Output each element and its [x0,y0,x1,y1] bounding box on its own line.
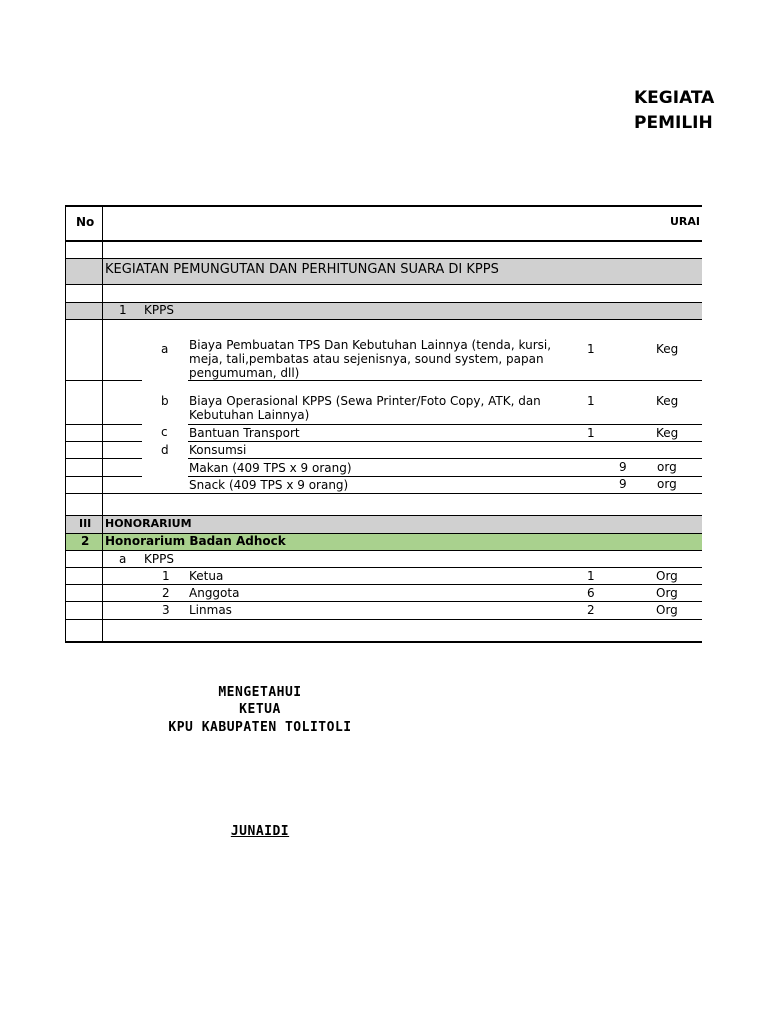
member-quantity: 6 [587,586,595,600]
member-unit: Org [656,586,678,600]
row-line [65,493,702,494]
kpps-number: 1 [119,303,127,317]
header-bottom-border [65,240,702,242]
consumption-description: Snack (409 TPS x 9 orang) [189,478,349,492]
table-top-border [65,205,702,207]
item-description: Biaya Operasional KPPS (Sewa Printer/Foto Copy, ATK, dan Kebutuhan Lainnya) [189,394,541,422]
consumption-unit: org [657,460,677,474]
member-quantity: 2 [587,603,595,617]
consumption-quantity: 9 [619,477,627,491]
row-line [65,319,702,320]
signatory-name: JUNAIDI [230,824,290,839]
member-number: 2 [162,586,170,600]
adhock-title: Honorarium Badan Adhock [105,534,286,548]
row-line [65,284,702,285]
item-description: Bantuan Transport [189,426,300,440]
row-line [65,567,702,568]
row-line [188,380,702,381]
member-unit: Org [656,603,678,617]
row-line [65,584,702,585]
table-bottom-border [65,641,702,643]
row-line [65,476,142,477]
row-line [65,441,142,442]
member-role: Anggota [189,586,240,600]
item-letter: a [161,342,169,356]
row-line [65,424,142,425]
row-line [65,619,702,620]
member-unit: Org [656,569,678,583]
adhock-number: 2 [81,534,90,548]
item-unit: Keg [656,342,679,356]
item-letter: b [161,394,169,408]
member-number: 3 [162,603,170,617]
signature-institution: KPU KABUPATEN TOLITOLI [168,720,352,735]
kpps2-label: KPPS [144,552,174,566]
row-line [65,515,702,516]
signature-position: KETUA [239,702,281,717]
row-line [65,258,702,259]
honor-title: HONORARIUM [105,517,192,530]
member-number: 1 [162,569,170,583]
signature-acknowledge: MENGETAHUI [218,685,302,700]
column-divider [102,205,103,643]
row-line [65,380,142,381]
header-uraian: URAI [670,215,701,228]
document-title-line1: KEGIATA [634,88,715,108]
item-letter: d [161,443,169,457]
header-no: No [76,215,95,229]
row-line [65,601,702,602]
item-description: Biaya Pembuatan TPS Dan Kebutuhan Lainnya (tenda, kursi, meja, tali,pembatas atau sejenisnya, sound system, papan pengumuman, dll) [189,338,552,380]
item-quantity: 1 [587,342,595,356]
row-line [188,458,702,459]
item-unit: Keg [656,426,679,440]
document-title-line2: PEMILIH [634,113,713,133]
honor-number: III [79,517,92,530]
consumption-quantity: 9 [619,460,627,474]
section-title: KEGIATAN PEMUNGUTAN DAN PERHITUNGAN SUARA DI KPPS [105,262,499,277]
row-line [188,441,702,442]
item-unit: Keg [656,394,679,408]
table-left-border [65,205,66,643]
row-line [65,550,702,551]
consumption-unit: org [657,477,677,491]
kpps2-letter: a [119,552,127,566]
row-line [188,424,702,425]
item-quantity: 1 [587,426,595,440]
member-role: Linmas [189,603,232,617]
item-letter: c [161,425,168,439]
item-quantity: 1 [587,394,595,408]
consumption-description: Makan (409 TPS x 9 orang) [189,461,352,475]
row-line [65,458,142,459]
member-quantity: 1 [587,569,595,583]
kpps-label: KPPS [144,303,174,317]
item-description: Konsumsi [189,443,247,457]
member-role: Ketua [189,569,224,583]
